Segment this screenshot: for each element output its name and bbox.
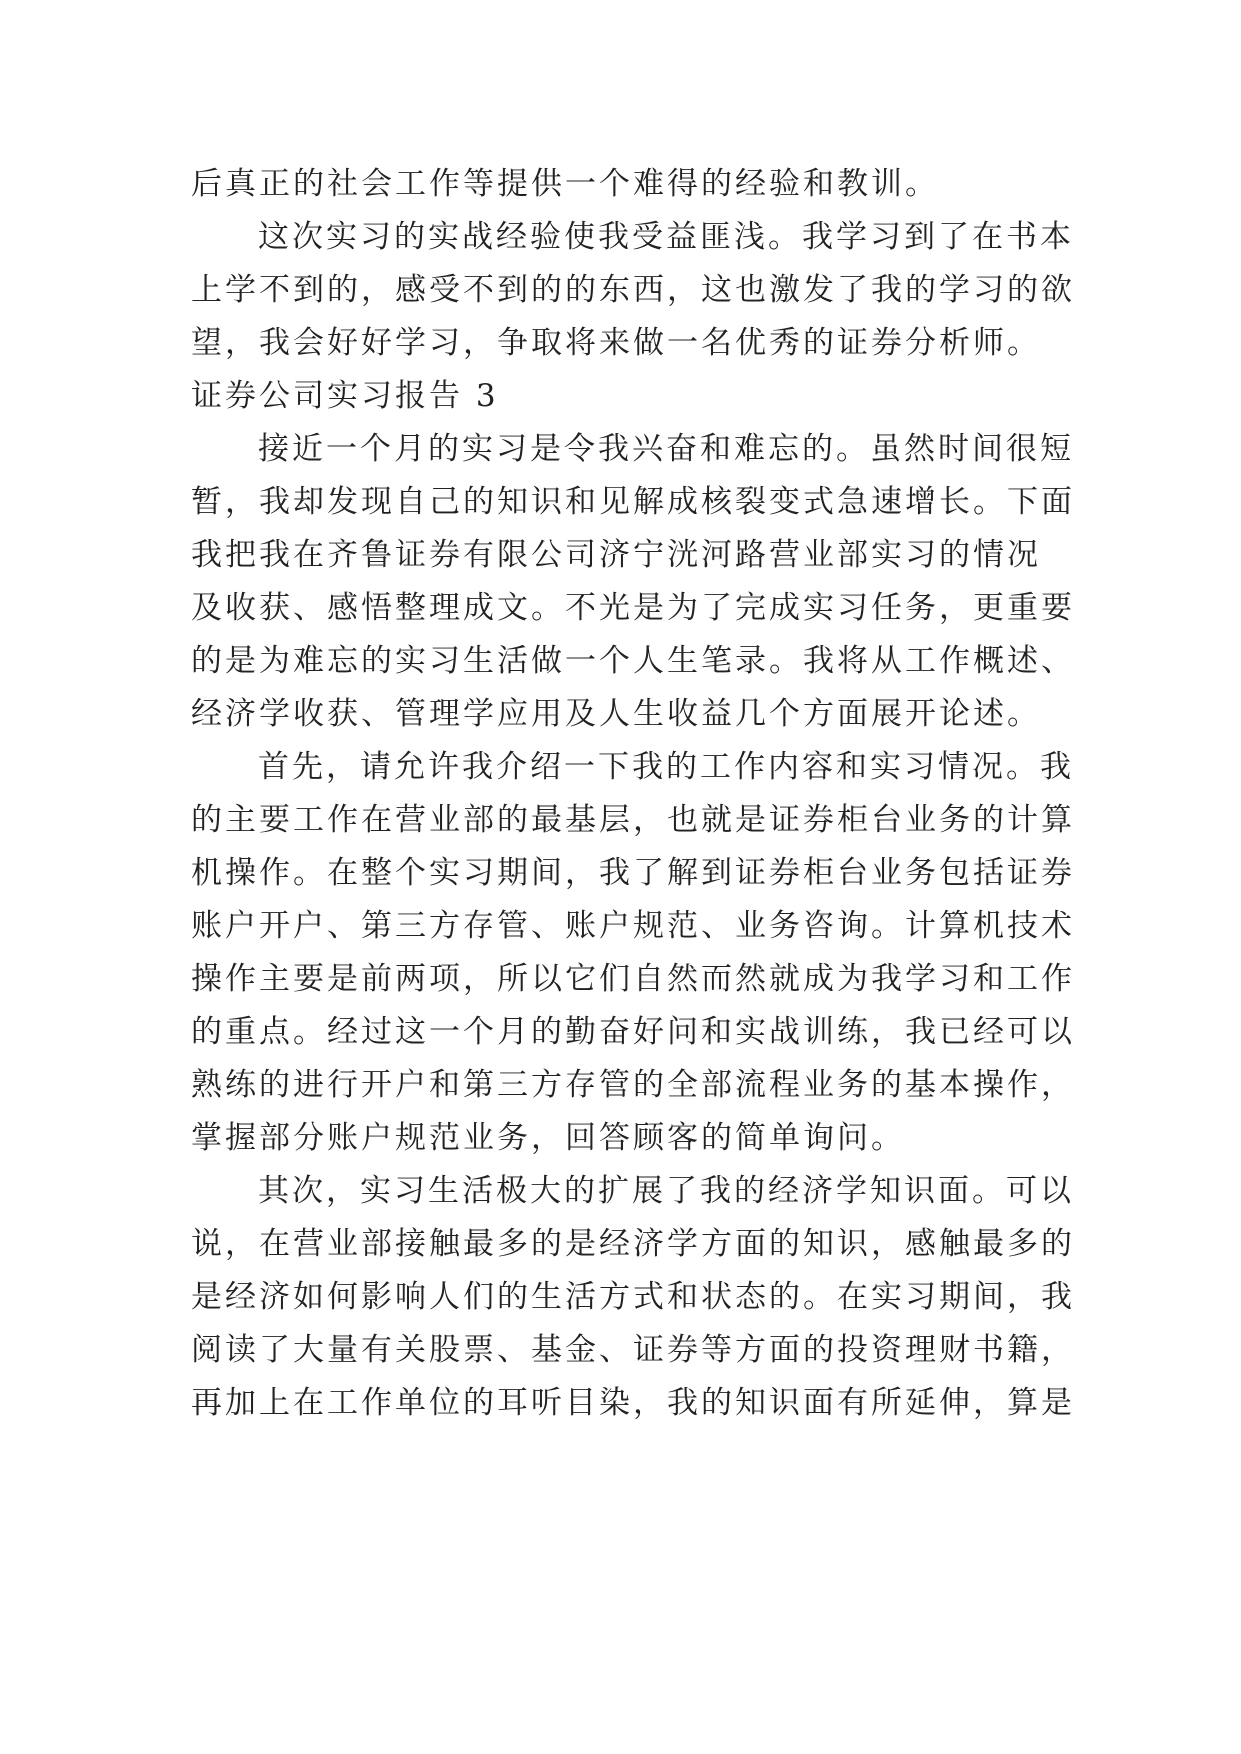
text-line: 说，在营业部接触最多的是经济学方面的知识，感触最多的	[191, 1226, 1075, 1262]
paragraph-first-line: 其次，实习生活极大的扩展了我的经济学知识面。可以	[258, 1173, 1074, 1209]
text-line: 及收获、感悟整理成文。不光是为了完成实习任务，更重要	[191, 590, 1075, 626]
text-line: 机操作。在整个实习期间，我了解到证券柜台业务包括证券	[191, 855, 1075, 891]
text-line: 后真正的社会工作等提供一个难得的经验和教训。	[191, 166, 939, 202]
text-line: 暂，我却发现自己的知识和见解成核裂变式急速增长。下面	[191, 484, 1075, 520]
text-line: 账户开户、第三方存管、账户规范、业务咨询。计算机技术	[191, 908, 1075, 944]
paragraph-first-line: 首先，请允许我介绍一下我的工作内容和实习情况。我	[258, 749, 1074, 785]
text-line: 阅读了大量有关股票、基金、证券等方面的投资理财书籍，	[191, 1332, 1075, 1368]
paragraph-first-line: 这次实习的实战经验使我受益匪浅。我学习到了在书本	[258, 219, 1074, 255]
text-line: 望，我会好好学习，争取将来做一名优秀的证券分析师。	[191, 325, 1041, 361]
text-line: 我把我在齐鲁证券有限公司济宁洸河路营业部实习的情况	[191, 537, 1041, 573]
section-heading: 证券公司实习报告 3	[191, 378, 499, 414]
text-line: 的主要工作在营业部的最基层，也就是证券柜台业务的计算	[191, 802, 1075, 838]
text-line: 操作主要是前两项，所以它们自然而然就成为我学习和工作	[191, 961, 1075, 997]
text-line: 经济学收获、管理学应用及人生收益几个方面展开论述。	[191, 696, 1041, 732]
text-line: 的重点。经过这一个月的勤奋好问和实战训练，我已经可以	[191, 1014, 1075, 1050]
text-line: 上学不到的，感受不到的的东西，这也激发了我的学习的欲	[191, 272, 1075, 308]
text-line: 熟练的进行开户和第三方存管的全部流程业务的基本操作，	[191, 1067, 1075, 1103]
document-body	[191, 158, 1075, 1430]
text-line: 是经济如何影响人们的生活方式和状态的。在实习期间，我	[191, 1279, 1075, 1315]
text-line: 的是为难忘的实习生活做一个人生笔录。我将从工作概述、	[191, 643, 1075, 679]
text-line: 掌握部分账户规范业务，回答顾客的简单询问。	[191, 1120, 905, 1156]
text-line: 再加上在工作单位的耳听目染，我的知识面有所延伸，算是	[191, 1385, 1075, 1421]
paragraph-first-line: 接近一个月的实习是令我兴奋和难忘的。虽然时间很短	[258, 431, 1074, 467]
